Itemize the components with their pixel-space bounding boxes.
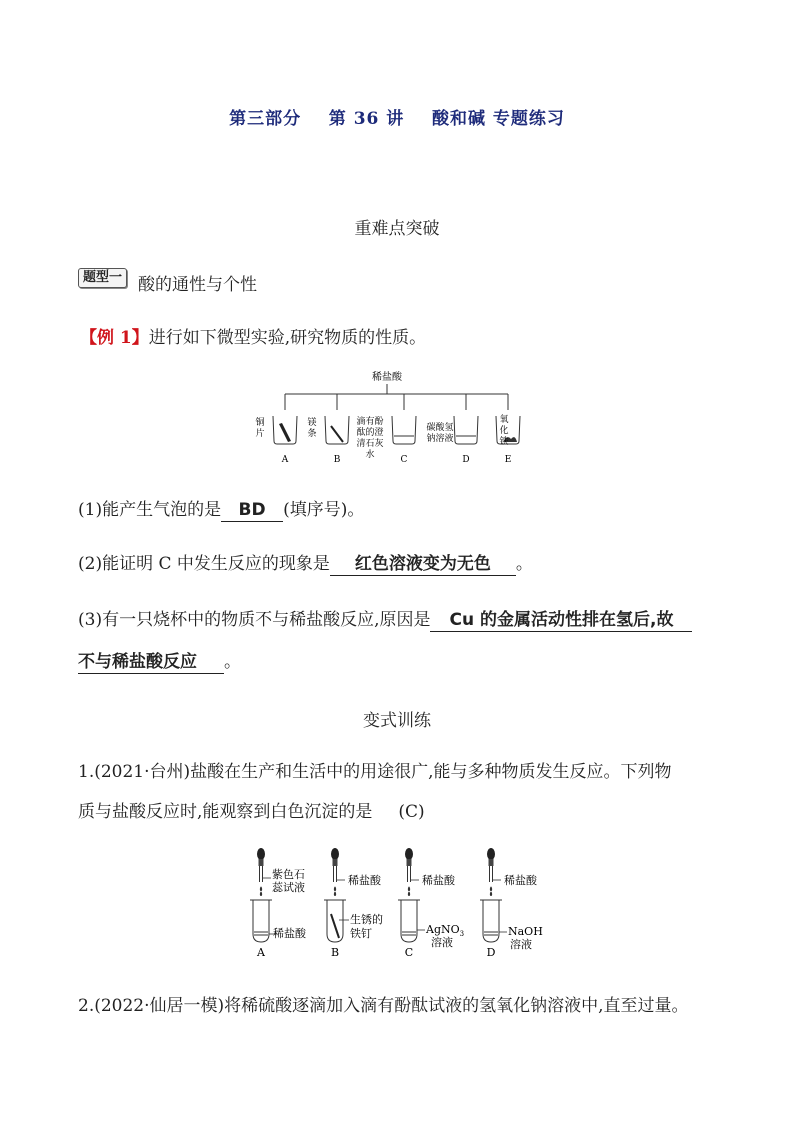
tube-d: [480, 848, 502, 942]
svg-text:B: B: [333, 455, 341, 465]
section-heading-key-points: 重难点突破: [354, 219, 440, 239]
answer-blank-3a: Cu 的金属活动性排在氢后,故: [430, 609, 692, 632]
example-label: 【例 1】: [80, 328, 149, 348]
question-type-badge: 题型一: [78, 266, 127, 288]
tube-c: [398, 848, 420, 942]
svg-text:溶液: 溶液: [510, 938, 532, 951]
beaker-experiment-figure: [245, 368, 555, 468]
svg-text:稀盐酸: 稀盐酸: [504, 874, 537, 887]
svg-text:清石灰: 清石灰: [356, 439, 384, 449]
example-question-2: (2)能证明 C 中发生反应的现象是 红色溶液变为无色 。: [78, 554, 533, 574]
practice-question-1-line-1: 1.(2021·台州)盐酸在生产和生活中的用途很广,能与多种物质发生反应。下列物: [78, 762, 672, 782]
svg-text:镁: 镁: [307, 418, 317, 428]
svg-text:D: D: [486, 946, 496, 959]
tube-a: [250, 848, 272, 942]
beaker-c: [392, 416, 416, 444]
svg-text:生锈的: 生锈的: [350, 913, 383, 926]
svg-text:E: E: [504, 455, 512, 465]
svg-text:片: 片: [255, 429, 265, 439]
example-question-3-cont: 不与稀盐酸反应 。: [78, 652, 241, 672]
svg-text:A: A: [257, 946, 265, 959]
svg-text:稀盐酸: 稀盐酸: [273, 927, 306, 940]
svg-text:铁: 铁: [499, 437, 509, 447]
svg-text:紫色石: 紫色石: [272, 868, 305, 881]
practice-question-2-line-1: 2.(2022·仙居一模)将稀硫酸逐滴加入滴有酚酞试液的氢氧化钠溶液中,直至过量。: [78, 996, 689, 1016]
answer-blank-1: BD: [221, 499, 283, 522]
svg-text:稀盐酸: 稀盐酸: [348, 874, 381, 887]
svg-text:氧: 氧: [499, 415, 509, 425]
page-title: 第三部分 第 36 讲 酸和碱 专题练习: [229, 109, 565, 129]
svg-text:化: 化: [499, 426, 509, 436]
svg-text:铜: 铜: [255, 418, 265, 428]
practice-question-1-line-2: 质与盐酸反应时,能观察到白色沉淀的是 (C): [78, 802, 425, 822]
example-1: [80, 326, 426, 350]
svg-text:条: 条: [307, 429, 317, 439]
svg-text:AgNO3: AgNO$_3$: [426, 923, 465, 938]
example-question-1: (1)能产生气泡的是 BD (填序号)。: [78, 500, 365, 520]
answer-blank-3b: 不与稀盐酸反应: [78, 651, 224, 674]
section-heading-practice: 变式训练: [363, 711, 431, 731]
svg-text:B: B: [330, 946, 340, 959]
tube-b: [324, 848, 346, 942]
svg-text:D: D: [462, 455, 470, 465]
svg-text:碳酸氢: 碳酸氢: [426, 423, 454, 433]
svg-text:铁钉: 铁钉: [350, 927, 372, 940]
tube-letters: [256, 946, 496, 959]
example-question-3: (3)有一只烧杯中的物质不与稀盐酸反应,原因是 Cu 的金属活动性排在氢后,故: [78, 608, 692, 632]
svg-text:蕊试液: 蕊试液: [272, 881, 305, 894]
test-tube-figure: [245, 848, 555, 960]
beaker-d: [454, 416, 478, 444]
beaker-letters: [281, 455, 512, 465]
figure-top-label: 稀盐酸: [372, 372, 402, 383]
svg-text:酞的澄: 酞的澄: [356, 428, 384, 438]
svg-text:水: 水: [365, 450, 375, 460]
svg-text:滴有酚: 滴有酚: [356, 417, 384, 427]
svg-text:C: C: [404, 946, 414, 959]
svg-text:NaOH: NaOH: [508, 925, 543, 938]
question-type-title: 酸的通性与个性: [138, 275, 257, 295]
answer-blank-2: 红色溶液变为无色: [330, 553, 516, 576]
svg-text:A: A: [281, 455, 289, 465]
svg-text:稀盐酸: 稀盐酸: [422, 874, 455, 887]
svg-text:C: C: [400, 455, 408, 465]
svg-text:钠溶液: 钠溶液: [426, 434, 454, 444]
example-text: 进行如下微型实验,研究物质的性质。: [148, 328, 427, 348]
beaker-b: [325, 416, 349, 444]
practice-question-1-answer: (C): [398, 802, 425, 822]
svg-text:溶液: 溶液: [431, 936, 453, 949]
